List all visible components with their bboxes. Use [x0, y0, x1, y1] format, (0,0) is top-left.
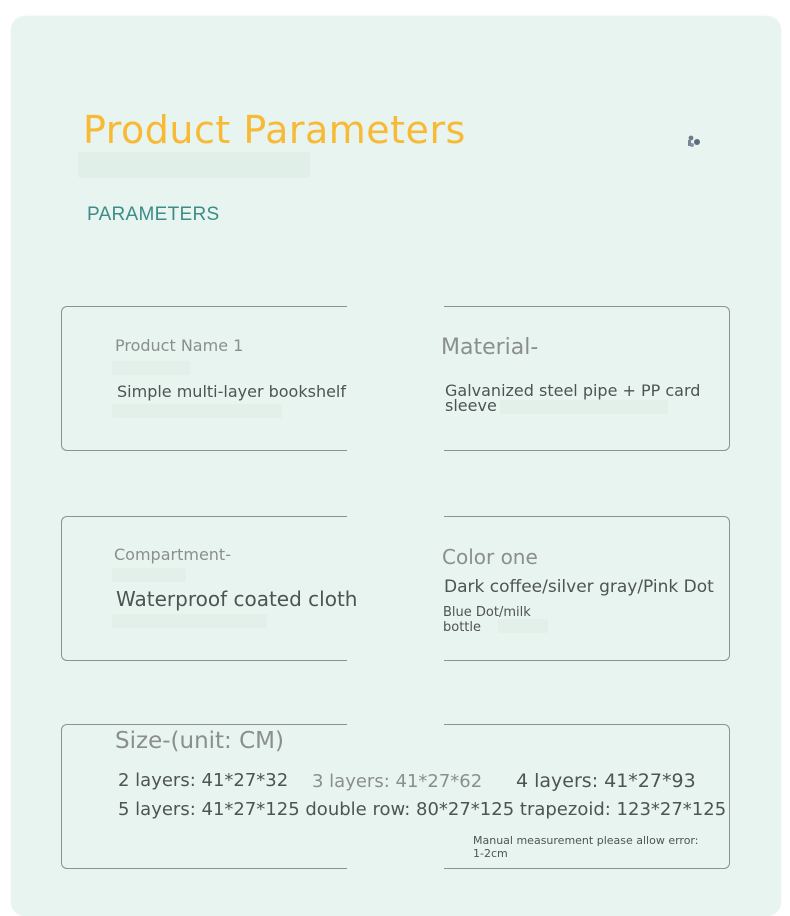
- color-value-line3: bottle: [443, 620, 482, 635]
- small-decorative-mark-icon: [686, 133, 704, 151]
- size-2-layers: 2 layers: 41*27*32: [118, 770, 289, 791]
- material-frame: [444, 306, 730, 451]
- compartment-value: Waterproof coated cloth: [116, 587, 358, 611]
- size-label: Size-(unit: CM): [115, 728, 284, 754]
- material-value-line1: Galvanized steel pipe + PP card: [445, 381, 701, 400]
- size-5-layers-row: 5 layers: 41*27*125 double row: 80*27*125 trapezoid: 123*27*125: [118, 799, 727, 820]
- measurement-note-line1: Manual measurement please allow error:: [473, 834, 699, 847]
- size-4-layers: 4 layers: 41*27*93: [516, 770, 696, 792]
- value-highlight: [500, 400, 668, 414]
- color-value-line2: Blue Dot/milk: [443, 605, 531, 620]
- material-label: Material-: [441, 335, 539, 360]
- material-value-line2: sleeve: [445, 396, 497, 415]
- page-title: Product Parameters: [83, 108, 466, 152]
- page-subtitle: PARAMETERS: [87, 204, 220, 225]
- value-highlight: [112, 404, 282, 418]
- value-highlight: [498, 619, 548, 633]
- label-highlight: [112, 361, 190, 375]
- compartment-label: Compartment-: [114, 545, 231, 564]
- size-3-layers: 3 layers: 41*27*62: [312, 771, 483, 792]
- value-highlight: [112, 614, 267, 628]
- product-name-label: Product Name 1: [115, 336, 244, 355]
- title-highlight: [78, 152, 310, 178]
- product-name-value: Simple multi-layer bookshelf: [117, 382, 347, 401]
- color-label: Color one: [442, 545, 538, 569]
- color-value-line1: Dark coffee/silver gray/Pink Dot: [444, 577, 714, 597]
- measurement-note-line2: 1-2cm: [473, 847, 508, 860]
- label-highlight: [112, 568, 186, 582]
- product-name-frame: [61, 306, 347, 451]
